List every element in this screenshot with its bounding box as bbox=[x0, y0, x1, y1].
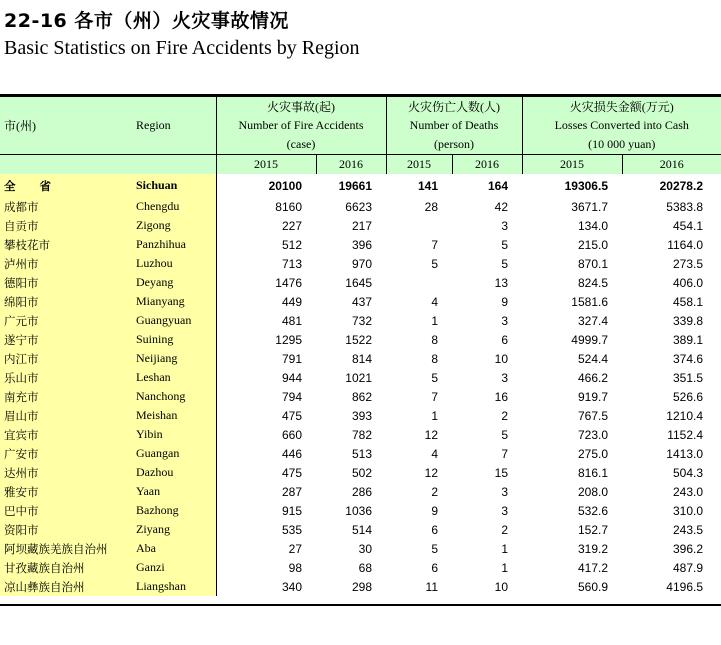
accidents-2015-cell: 713 bbox=[281, 256, 302, 271]
region-name-cn: 广元市 bbox=[0, 311, 134, 330]
deaths-2015-cell: 12 bbox=[424, 465, 438, 480]
deaths-2016-cell: 7 bbox=[501, 446, 508, 461]
region-name-en: Dazhou bbox=[134, 463, 216, 482]
accidents-2015-cell: 20100 bbox=[268, 178, 302, 193]
accidents-2016-cell: 514 bbox=[351, 522, 372, 537]
losses-2015-cell: 816.1 bbox=[577, 465, 608, 480]
losses-2015-cell: 134.0 bbox=[577, 218, 608, 233]
losses-2015-cell: 919.7 bbox=[577, 389, 608, 404]
region-name-en: Panzhihua bbox=[134, 235, 216, 254]
deaths-2015-cell: 6 bbox=[431, 560, 438, 575]
region-name-en: Liangshan bbox=[134, 577, 216, 596]
header-deaths-cn: 火灾伤亡人数(人) bbox=[386, 97, 522, 116]
deaths-2016-cell: 16 bbox=[494, 389, 508, 404]
region-name-en: Ziyang bbox=[134, 520, 216, 539]
header-losses-unit: (10 000 yuan) bbox=[522, 135, 721, 155]
accidents-2015-cell: 27 bbox=[288, 541, 302, 556]
deaths-2016-cell: 5 bbox=[501, 427, 508, 442]
accidents-2016-cell: 513 bbox=[351, 446, 372, 461]
table-row bbox=[0, 330, 721, 349]
losses-2015-cell: 152.7 bbox=[577, 522, 608, 537]
table-row bbox=[0, 406, 721, 425]
losses-2016-cell: 487.9 bbox=[672, 560, 703, 575]
deaths-2016-cell: 2 bbox=[501, 408, 508, 423]
region-name-cn: 凉山彝族自治州 bbox=[0, 577, 134, 596]
accidents-2016-cell: 970 bbox=[351, 256, 372, 271]
accidents-2016-cell: 217 bbox=[351, 218, 372, 233]
accidents-2015-cell: 535 bbox=[281, 522, 302, 537]
region-name-cn: 甘孜藏族自治州 bbox=[0, 558, 134, 577]
deaths-2016-cell: 10 bbox=[494, 579, 508, 594]
deaths-2015-cell: 2 bbox=[431, 484, 438, 499]
table-row bbox=[0, 387, 721, 406]
accidents-2016-cell: 396 bbox=[351, 237, 372, 252]
accidents-2016-cell: 502 bbox=[351, 465, 372, 480]
table-row bbox=[0, 501, 721, 520]
losses-2016-cell: 243.0 bbox=[672, 484, 703, 499]
accidents-2016-cell: 19661 bbox=[338, 178, 372, 193]
accidents-2016-cell: 393 bbox=[351, 408, 372, 423]
deaths-2016-cell: 3 bbox=[501, 218, 508, 233]
deaths-2015-cell: 5 bbox=[431, 256, 438, 271]
table-row bbox=[0, 254, 721, 273]
header-year: 2016 bbox=[452, 155, 522, 175]
deaths-2016-cell: 13 bbox=[494, 275, 508, 290]
accidents-2015-cell: 475 bbox=[281, 465, 302, 480]
deaths-2015-cell: 9 bbox=[431, 503, 438, 518]
fire-accidents-table bbox=[0, 97, 721, 596]
losses-2016-cell: 351.5 bbox=[672, 370, 703, 385]
deaths-2015-cell: 8 bbox=[431, 351, 438, 366]
losses-2015-cell: 327.4 bbox=[577, 313, 608, 328]
deaths-2016-cell: 5 bbox=[501, 237, 508, 252]
deaths-2015-cell: 141 bbox=[417, 178, 438, 193]
region-name-cn: 自贡市 bbox=[0, 216, 134, 235]
accidents-2016-cell: 1021 bbox=[345, 370, 372, 385]
region-name-en: Bazhong bbox=[134, 501, 216, 520]
region-name-en: Ganzi bbox=[134, 558, 216, 577]
region-name-cn: 攀枝花市 bbox=[0, 235, 134, 254]
region-name-cn: 内江市 bbox=[0, 349, 134, 368]
deaths-2015-cell: 4 bbox=[431, 446, 438, 461]
region-name-cn: 成都市 bbox=[0, 195, 134, 216]
deaths-2015-cell: 1 bbox=[431, 408, 438, 423]
accidents-2016-cell: 30 bbox=[358, 541, 372, 556]
accidents-2015-cell: 227 bbox=[281, 218, 302, 233]
losses-2016-cell: 504.3 bbox=[672, 465, 703, 480]
accidents-2015-cell: 449 bbox=[281, 294, 302, 309]
region-name-cn: 阿坝藏族羌族自治州 bbox=[0, 539, 134, 558]
region-name-en: Meishan bbox=[134, 406, 216, 425]
header-accidents-en: Number of Fire Accidents bbox=[216, 116, 386, 135]
page-title-english: Basic Statistics on Fire Accidents by Region bbox=[4, 37, 360, 59]
losses-2015-cell: 208.0 bbox=[577, 484, 608, 499]
region-name-cn: 资阳市 bbox=[0, 520, 134, 539]
accidents-2015-cell: 660 bbox=[281, 427, 302, 442]
region-name-en: Zigong bbox=[134, 216, 216, 235]
accidents-2016-cell: 1036 bbox=[345, 503, 372, 518]
losses-2015-cell: 275.0 bbox=[577, 446, 608, 461]
losses-2015-cell: 524.4 bbox=[577, 351, 608, 366]
accidents-2016-cell: 862 bbox=[351, 389, 372, 404]
accidents-2016-cell: 1522 bbox=[345, 332, 372, 347]
losses-2016-cell: 243.5 bbox=[672, 522, 703, 537]
region-name-en: Sichuan bbox=[134, 174, 216, 195]
accidents-2015-cell: 1476 bbox=[275, 275, 302, 290]
deaths-2015-cell: 6 bbox=[431, 522, 438, 537]
accidents-2015-cell: 98 bbox=[288, 560, 302, 575]
accidents-2016-cell: 732 bbox=[351, 313, 372, 328]
region-name-cn: 泸州市 bbox=[0, 254, 134, 273]
losses-2016-cell: 389.1 bbox=[672, 332, 703, 347]
accidents-2015-cell: 475 bbox=[281, 408, 302, 423]
region-name-cn: 南充市 bbox=[0, 387, 134, 406]
deaths-2016-cell: 1 bbox=[501, 541, 508, 556]
accidents-2015-cell: 944 bbox=[281, 370, 302, 385]
losses-2016-cell: 1413.0 bbox=[666, 446, 703, 461]
deaths-2016-cell: 3 bbox=[501, 370, 508, 385]
accidents-2016-cell: 782 bbox=[351, 427, 372, 442]
accidents-2015-cell: 8160 bbox=[275, 199, 302, 214]
losses-2016-cell: 310.0 bbox=[672, 503, 703, 518]
table-row bbox=[0, 539, 721, 558]
region-name-en: Leshan bbox=[134, 368, 216, 387]
header-losses-cn: 火灾损失金额(万元) bbox=[522, 97, 721, 116]
table-bottom-rule bbox=[0, 604, 721, 606]
table-row bbox=[0, 235, 721, 254]
region-name-cn: 绵阳市 bbox=[0, 292, 134, 311]
accidents-2015-cell: 1295 bbox=[275, 332, 302, 347]
deaths-2016-cell: 3 bbox=[501, 503, 508, 518]
region-name-en: Luzhou bbox=[134, 254, 216, 273]
deaths-2015-cell: 12 bbox=[424, 427, 438, 442]
table-row bbox=[0, 463, 721, 482]
deaths-2016-cell: 42 bbox=[494, 199, 508, 214]
deaths-2015-cell: 4 bbox=[431, 294, 438, 309]
region-name-cn: 巴中市 bbox=[0, 501, 134, 520]
region-name-cn: 全 省 bbox=[0, 174, 134, 195]
losses-2015-cell: 319.2 bbox=[577, 541, 608, 556]
deaths-2016-cell: 3 bbox=[501, 313, 508, 328]
deaths-2016-cell: 164 bbox=[487, 178, 508, 193]
region-name-cn: 雅安市 bbox=[0, 482, 134, 501]
losses-2016-cell: 5383.8 bbox=[666, 199, 703, 214]
accidents-2015-cell: 287 bbox=[281, 484, 302, 499]
table-row bbox=[0, 311, 721, 330]
losses-2016-cell: 374.6 bbox=[672, 351, 703, 366]
accidents-2016-cell: 6623 bbox=[345, 199, 372, 214]
table-row bbox=[0, 520, 721, 539]
accidents-2016-cell: 298 bbox=[351, 579, 372, 594]
accidents-2015-cell: 791 bbox=[281, 351, 302, 366]
deaths-2015-cell bbox=[386, 216, 452, 235]
deaths-2016-cell: 9 bbox=[501, 294, 508, 309]
losses-2016-cell: 454.1 bbox=[672, 218, 703, 233]
losses-2015-cell: 870.1 bbox=[577, 256, 608, 271]
losses-2015-cell: 723.0 bbox=[577, 427, 608, 442]
deaths-2015-cell: 1 bbox=[431, 313, 438, 328]
losses-2015-cell: 824.5 bbox=[577, 275, 608, 290]
losses-2015-cell: 215.0 bbox=[577, 237, 608, 252]
losses-2016-cell: 1164.0 bbox=[667, 237, 703, 252]
accidents-2015-cell: 481 bbox=[281, 313, 302, 328]
deaths-2015-cell: 5 bbox=[431, 541, 438, 556]
losses-2015-cell: 466.2 bbox=[577, 370, 608, 385]
losses-2016-cell: 20278.2 bbox=[659, 178, 703, 193]
accidents-2015-cell: 915 bbox=[281, 503, 302, 518]
region-name-en: Chengdu bbox=[134, 195, 216, 216]
region-name-cn: 达州市 bbox=[0, 463, 134, 482]
losses-2016-cell: 1210.4 bbox=[666, 408, 703, 423]
deaths-2015-cell: 8 bbox=[431, 332, 438, 347]
losses-2016-cell: 273.5 bbox=[672, 256, 703, 271]
region-name-en: Suining bbox=[134, 330, 216, 349]
header-region-cn: 市(州) bbox=[0, 116, 134, 135]
losses-2015-cell: 4999.7 bbox=[571, 332, 608, 347]
header-region-en: Region bbox=[134, 116, 216, 135]
table-row bbox=[0, 349, 721, 368]
losses-2015-cell: 560.9 bbox=[577, 579, 608, 594]
deaths-2016-cell: 3 bbox=[501, 484, 508, 499]
table-row bbox=[0, 195, 721, 216]
losses-2016-cell: 526.6 bbox=[672, 389, 703, 404]
header-year: 2016 bbox=[622, 155, 721, 175]
deaths-2016-cell: 10 bbox=[494, 351, 508, 366]
losses-2015-cell: 532.6 bbox=[577, 503, 608, 518]
losses-2016-cell: 396.2 bbox=[672, 541, 703, 556]
accidents-2015-cell: 446 bbox=[281, 446, 302, 461]
region-name-en: Nanchong bbox=[134, 387, 216, 406]
table-row bbox=[0, 425, 721, 444]
header-year: 2015 bbox=[522, 155, 622, 175]
losses-2016-cell: 458.1 bbox=[672, 294, 703, 309]
region-name-en: Aba bbox=[134, 539, 216, 558]
accidents-2016-cell: 814 bbox=[351, 351, 372, 366]
page-title-chinese: 22-16 各市（州）火灾事故情况 bbox=[4, 10, 289, 32]
region-name-cn: 德阳市 bbox=[0, 273, 134, 292]
table-row bbox=[0, 368, 721, 387]
accidents-2016-cell: 286 bbox=[351, 484, 372, 499]
region-name-cn: 眉山市 bbox=[0, 406, 134, 425]
header-deaths-unit: (person) bbox=[386, 135, 522, 155]
accidents-2016-cell: 68 bbox=[358, 560, 372, 575]
deaths-2016-cell: 5 bbox=[501, 256, 508, 271]
accidents-2015-cell: 340 bbox=[281, 579, 302, 594]
deaths-2016-cell: 6 bbox=[501, 332, 508, 347]
header-year: 2015 bbox=[216, 155, 316, 175]
deaths-2015-cell: 11 bbox=[425, 579, 438, 594]
region-name-en: Neijiang bbox=[134, 349, 216, 368]
accidents-2015-cell: 794 bbox=[281, 389, 302, 404]
header-accidents-cn: 火灾事故(起) bbox=[216, 97, 386, 116]
deaths-2016-cell: 2 bbox=[501, 522, 508, 537]
deaths-2015-cell: 7 bbox=[431, 237, 438, 252]
losses-2015-cell: 417.2 bbox=[577, 560, 608, 575]
region-name-cn: 广安市 bbox=[0, 444, 134, 463]
accidents-2016-cell: 437 bbox=[351, 294, 372, 309]
header-accidents-unit: (case) bbox=[216, 135, 386, 155]
header-year: 2015 bbox=[386, 155, 452, 175]
table-row bbox=[0, 273, 721, 292]
table-row bbox=[0, 558, 721, 577]
header-losses-en: Losses Converted into Cash bbox=[522, 116, 721, 135]
deaths-2016-cell: 15 bbox=[494, 465, 508, 480]
deaths-2015-cell: 5 bbox=[431, 370, 438, 385]
accidents-2016-cell: 1645 bbox=[345, 275, 372, 290]
region-name-cn: 乐山市 bbox=[0, 368, 134, 387]
region-name-en: Mianyang bbox=[134, 292, 216, 311]
losses-2015-cell: 3671.7 bbox=[571, 199, 608, 214]
region-name-cn: 宜宾市 bbox=[0, 425, 134, 444]
region-name-en: Yibin bbox=[134, 425, 216, 444]
region-name-en: Yaan bbox=[134, 482, 216, 501]
region-name-cn: 遂宁市 bbox=[0, 330, 134, 349]
accidents-2015-cell: 512 bbox=[281, 237, 302, 252]
table-row bbox=[0, 482, 721, 501]
deaths-2015-cell: 7 bbox=[431, 389, 438, 404]
total-row bbox=[0, 174, 721, 195]
table-body bbox=[0, 174, 721, 596]
losses-2016-cell: 4196.5 bbox=[666, 579, 703, 594]
losses-2015-cell: 1581.6 bbox=[571, 294, 608, 309]
region-name-en: Guangan bbox=[134, 444, 216, 463]
table-row bbox=[0, 444, 721, 463]
losses-2016-cell: 406.0 bbox=[672, 275, 703, 290]
header-year: 2016 bbox=[316, 155, 386, 175]
losses-2015-cell: 767.5 bbox=[577, 408, 608, 423]
table-row bbox=[0, 216, 721, 235]
losses-2016-cell: 1152.4 bbox=[667, 427, 703, 442]
deaths-2015-cell bbox=[386, 273, 452, 292]
region-name-en: Guangyuan bbox=[134, 311, 216, 330]
losses-2016-cell: 339.8 bbox=[672, 313, 703, 328]
header-deaths-en: Number of Deaths bbox=[386, 116, 522, 135]
region-name-en: Deyang bbox=[134, 273, 216, 292]
deaths-2015-cell: 28 bbox=[424, 199, 438, 214]
table-row bbox=[0, 292, 721, 311]
deaths-2016-cell: 1 bbox=[501, 560, 508, 575]
table-row bbox=[0, 577, 721, 596]
losses-2015-cell: 19306.5 bbox=[564, 178, 608, 193]
